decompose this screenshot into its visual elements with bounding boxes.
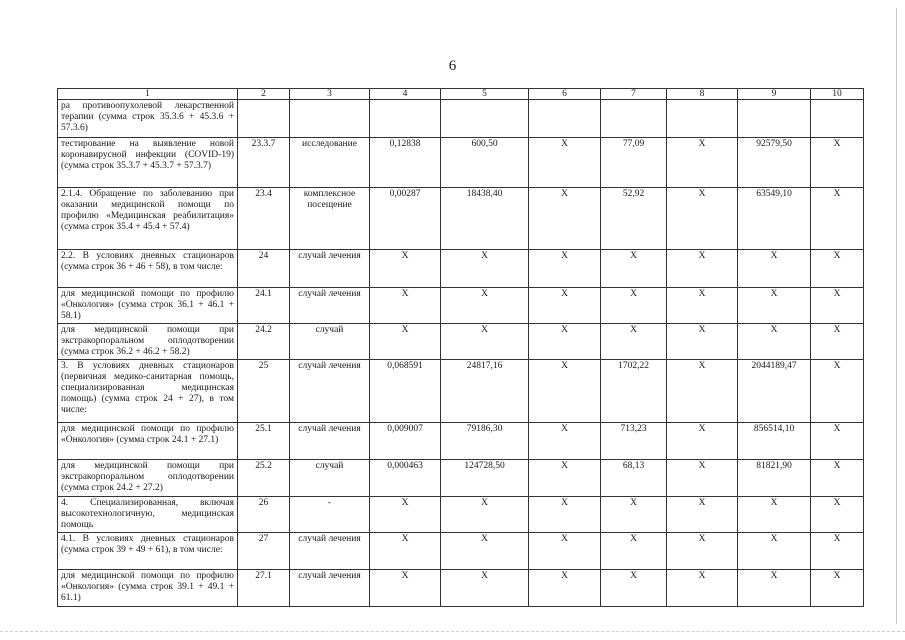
- cell-value: X: [370, 570, 441, 607]
- cell-value: [529, 100, 601, 138]
- cell-value: X: [529, 423, 601, 460]
- cell-value: X: [370, 497, 441, 533]
- row-code: 24.2: [238, 324, 290, 360]
- cell-value: X: [370, 288, 441, 324]
- cell-value: X: [811, 188, 864, 250]
- cell-value: 600,50: [441, 138, 529, 188]
- cell-value: 52,92: [601, 188, 667, 250]
- row-label: 2.2. В условиях дневных стационаров (сумма строк 36 + 46 + 58), в том числе:: [58, 250, 238, 288]
- row-code: 23.3.7: [238, 138, 290, 188]
- column-header: 4: [370, 89, 441, 100]
- row-label: 2.1.4. Обращение по заболеванию при оказании медицинской помощи по профилю «Медицинская реабилитация» (сумма строк 35.4 + 45.4 + 57.4): [58, 188, 238, 250]
- cell-value: 124728,50: [441, 460, 529, 497]
- row-unit: случай: [290, 324, 370, 360]
- cell-value: 0,068591: [370, 360, 441, 423]
- row-code: 25.1: [238, 423, 290, 460]
- table-body: [58, 89, 864, 607]
- cell-value: 1702,22: [601, 360, 667, 423]
- cell-value: X: [667, 570, 738, 607]
- cell-value: X: [738, 288, 811, 324]
- cell-value: X: [667, 360, 738, 423]
- row-code: 23.4: [238, 188, 290, 250]
- table-row: [58, 533, 864, 570]
- row-unit: комплексное посещение: [290, 188, 370, 250]
- cell-value: X: [529, 570, 601, 607]
- table-row: [58, 288, 864, 324]
- cell-value: X: [738, 570, 811, 607]
- cell-value: 2044189,47: [738, 360, 811, 423]
- row-label: тестирование на выявление новой коронавирусной инфекции (COVID-19) (сумма строк 35.3.7 + 45.3.7 + 57.3.7): [58, 138, 238, 188]
- row-unit: случай лечения: [290, 288, 370, 324]
- cell-value: X: [811, 138, 864, 188]
- cell-value: [601, 100, 667, 138]
- cell-value: X: [441, 533, 529, 570]
- cell-value: X: [738, 533, 811, 570]
- cell-value: X: [667, 288, 738, 324]
- cell-value: 68,13: [601, 460, 667, 497]
- cell-value: 81821,90: [738, 460, 811, 497]
- row-unit: исследование: [290, 138, 370, 188]
- cell-value: 92579,50: [738, 138, 811, 188]
- column-header: 9: [738, 89, 811, 100]
- cell-value: X: [811, 497, 864, 533]
- cell-value: 0,009007: [370, 423, 441, 460]
- page-edge: [896, 8, 897, 624]
- cell-value: X: [667, 423, 738, 460]
- cell-value: X: [667, 188, 738, 250]
- cell-value: 713,23: [601, 423, 667, 460]
- cell-value: X: [738, 324, 811, 360]
- cell-value: X: [529, 360, 601, 423]
- cell-value: X: [441, 497, 529, 533]
- row-code: 26: [238, 497, 290, 533]
- row-code: 24: [238, 250, 290, 288]
- cell-value: [738, 100, 811, 138]
- cell-value: X: [529, 188, 601, 250]
- row-code: 25.2: [238, 460, 290, 497]
- cell-value: X: [738, 250, 811, 288]
- cell-value: X: [529, 324, 601, 360]
- cell-value: X: [811, 250, 864, 288]
- table-row: [58, 460, 864, 497]
- cell-value: X: [529, 288, 601, 324]
- row-label: 3. В условиях дневных стационаров (первичная медико-санитарная помощь, специализированная медицинская помощь) (сумма строк 24 + 27), в том числе:: [58, 360, 238, 423]
- cell-value: X: [667, 533, 738, 570]
- cell-value: [441, 100, 529, 138]
- cell-value: X: [667, 324, 738, 360]
- cell-value: X: [441, 324, 529, 360]
- cell-value: X: [811, 533, 864, 570]
- page-number: 6: [448, 58, 457, 74]
- table-row: [58, 324, 864, 360]
- cell-value: X: [529, 138, 601, 188]
- row-unit: случай лечения: [290, 360, 370, 423]
- row-unit: случай лечения: [290, 570, 370, 607]
- table-row: [58, 423, 864, 460]
- column-header: 5: [441, 89, 529, 100]
- row-unit: случай лечения: [290, 533, 370, 570]
- cell-value: X: [529, 250, 601, 288]
- row-code: 27.1: [238, 570, 290, 607]
- page-edge-bottom: [0, 631, 905, 632]
- cell-value: X: [441, 570, 529, 607]
- cell-value: X: [441, 288, 529, 324]
- column-header: 2: [238, 89, 290, 100]
- cell-value: [370, 100, 441, 138]
- table-row: [58, 138, 864, 188]
- cell-value: [667, 100, 738, 138]
- cell-value: X: [370, 250, 441, 288]
- cell-value: X: [601, 250, 667, 288]
- column-header: 8: [667, 89, 738, 100]
- row-code: [238, 100, 290, 138]
- row-code: 24.1: [238, 288, 290, 324]
- table-row: [58, 497, 864, 533]
- cell-value: 0,000463: [370, 460, 441, 497]
- column-header: 3: [290, 89, 370, 100]
- table-row: [58, 250, 864, 288]
- row-unit: случай лечения: [290, 423, 370, 460]
- row-code: 25: [238, 360, 290, 423]
- row-label: для медицинской помощи при экстракорпоральном оплодотворении (сумма строк 24.2 + 27.2): [58, 460, 238, 497]
- cell-value: X: [370, 533, 441, 570]
- table-row: [58, 100, 864, 138]
- row-label: ра противоопухолевой лекарственной терапии (сумма строк 35.3.6 + 45.3.6 + 57.3.6): [58, 100, 238, 138]
- data-table: [57, 88, 864, 607]
- cell-value: 77,09: [601, 138, 667, 188]
- row-label: для медицинской помощи по профилю «Онкология» (сумма строк 39.1 + 49.1 + 61.1): [58, 570, 238, 607]
- table-row: [58, 360, 864, 423]
- row-label: для медицинской помощи по профилю «Онкология» (сумма строк 36.1 + 46.1 + 58.1): [58, 288, 238, 324]
- cell-value: X: [441, 250, 529, 288]
- cell-value: X: [529, 497, 601, 533]
- table-row: [58, 570, 864, 607]
- cell-value: X: [811, 324, 864, 360]
- cell-value: X: [738, 497, 811, 533]
- cell-value: X: [529, 460, 601, 497]
- row-label: для медицинской помощи по профилю «Онкология» (сумма строк 24.1 + 27.1): [58, 423, 238, 460]
- cell-value: 24817,16: [441, 360, 529, 423]
- table-row: [58, 188, 864, 250]
- cell-value: 0,00287: [370, 188, 441, 250]
- cell-value: X: [811, 460, 864, 497]
- cell-value: 856514,10: [738, 423, 811, 460]
- cell-value: X: [811, 360, 864, 423]
- cell-value: 79186,30: [441, 423, 529, 460]
- cell-value: X: [601, 533, 667, 570]
- cell-value: X: [529, 533, 601, 570]
- cell-value: X: [667, 138, 738, 188]
- cell-value: X: [811, 288, 864, 324]
- cell-value: X: [667, 497, 738, 533]
- cell-value: X: [667, 460, 738, 497]
- row-unit: [290, 100, 370, 138]
- cell-value: 63549,10: [738, 188, 811, 250]
- cell-value: X: [811, 423, 864, 460]
- table-header-row: [58, 89, 864, 100]
- row-label: для медицинской помощи при экстракорпоральном оплодотворении (сумма строк 36.2 + 46.2 + 58.2): [58, 324, 238, 360]
- cell-value: X: [601, 570, 667, 607]
- row-unit: случай: [290, 460, 370, 497]
- cell-value: 0,12838: [370, 138, 441, 188]
- column-header: 6: [529, 89, 601, 100]
- row-unit: случай лечения: [290, 250, 370, 288]
- cell-value: X: [370, 324, 441, 360]
- row-label: 4.1. В условиях дневных стационаров (сумма строк 39 + 49 + 61), в том числе:: [58, 533, 238, 570]
- row-label: 4. Специализированная, включая высокотехнологичную, медицинская помощь: [58, 497, 238, 533]
- cell-value: [811, 100, 864, 138]
- row-unit: -: [290, 497, 370, 533]
- column-header: 10: [811, 89, 864, 100]
- column-header: 1: [58, 89, 238, 100]
- cell-value: X: [601, 497, 667, 533]
- cell-value: 18438,40: [441, 188, 529, 250]
- column-header: 7: [601, 89, 667, 100]
- cell-value: X: [811, 570, 864, 607]
- cell-value: X: [667, 250, 738, 288]
- cell-value: X: [601, 288, 667, 324]
- row-code: 27: [238, 533, 290, 570]
- cell-value: X: [601, 324, 667, 360]
